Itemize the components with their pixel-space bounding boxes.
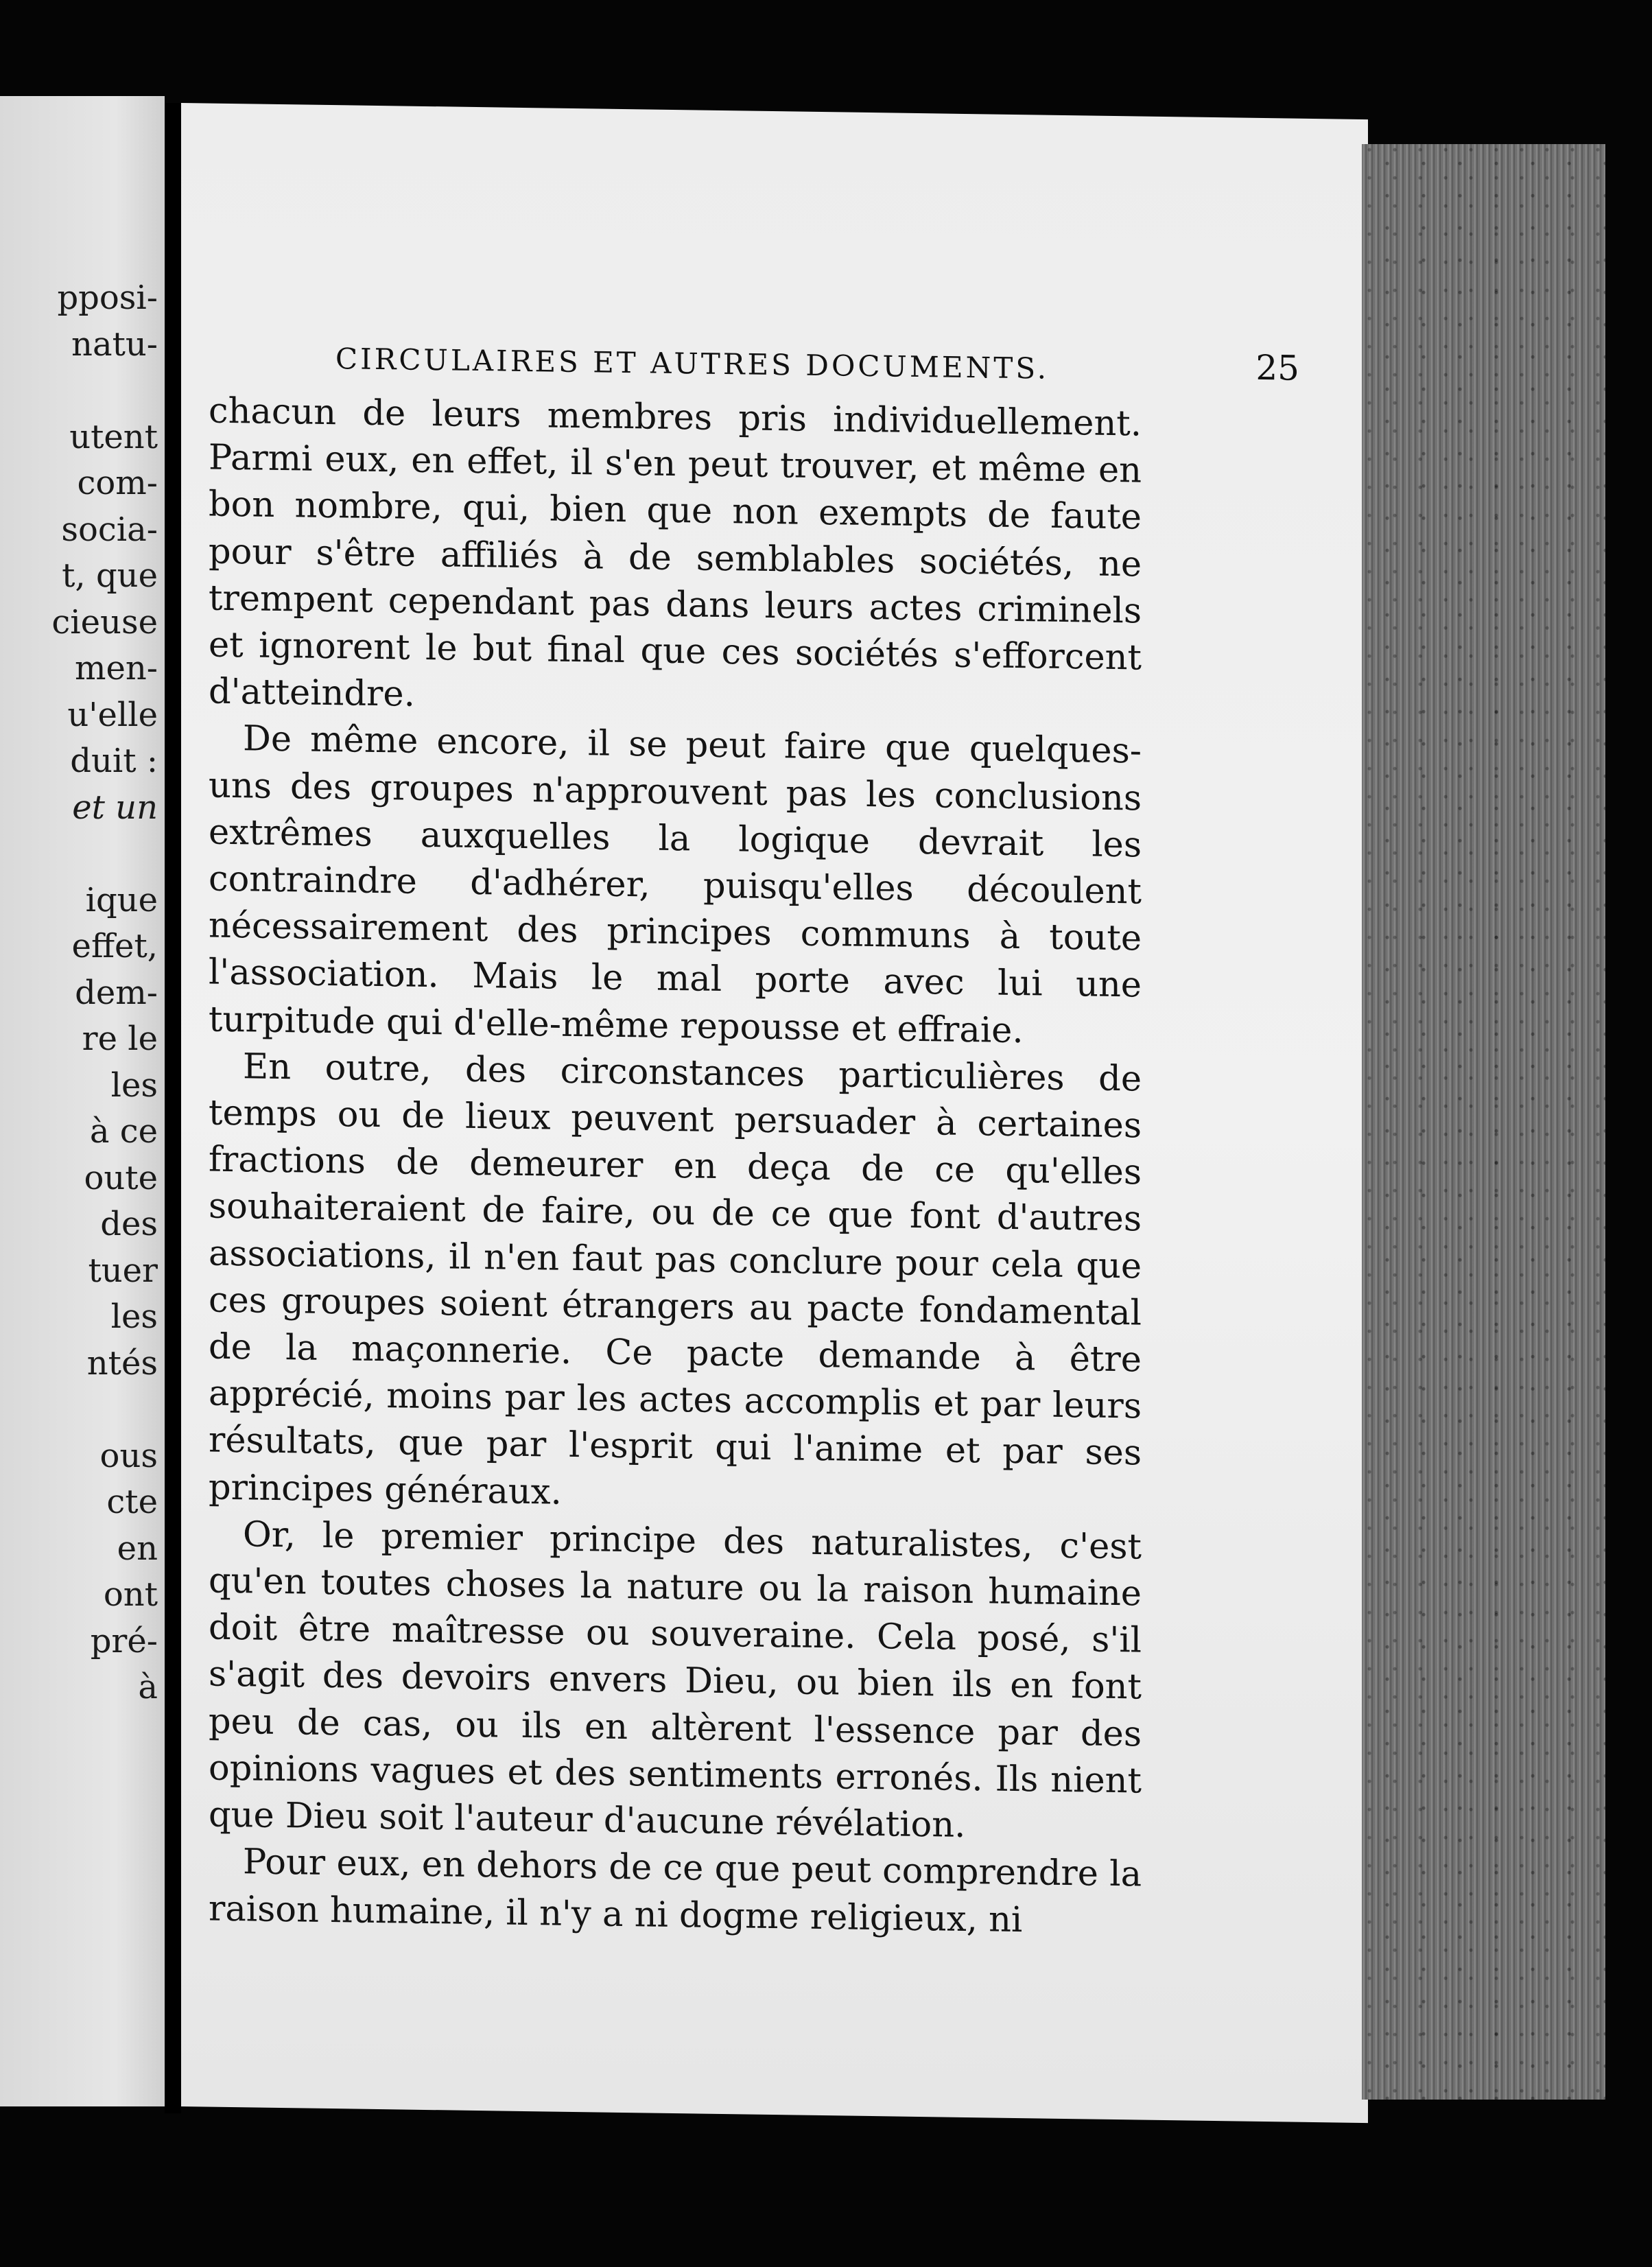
facing-page-line: oute <box>84 1158 158 1197</box>
facing-page-line: utent <box>69 417 158 456</box>
facing-page-line: les <box>110 1066 158 1105</box>
paragraph: Or, le premier principe des naturalistes, c'est qu'en toutes choses la nature ou la raison humaine doit être maîtresse ou souveraine. Cela posé, s'il s'agit des devoirs envers Dieu, ou bien ils en font peu de cas, ou ils en altèrent l'essence par des opinions vagues et des sentiments erronés. Ils nient que Dieu soit l'auteur d'aucune révélation. <box>209 1514 1142 1846</box>
facing-page-line: et un <box>72 788 158 827</box>
facing-page-line: duit : <box>70 742 158 780</box>
facing-page-line: tuer <box>88 1251 158 1290</box>
facing-page-line: natu- <box>71 325 158 364</box>
facing-page-line: des <box>100 1205 158 1243</box>
page-body <box>209 388 1142 1946</box>
paragraph: Pour eux, en dehors de ce que peut comprendre la raison humaine, il n'y a ni dogme religieux, ni <box>209 1842 1142 1940</box>
paragraph: En outre, des circonstances particulières de temps ou de lieux peuvent persuader à certaines fractions de demeurer en deça de ce qu'elles souhaiteraient de faire, ou de ce que font d'autres associations, il n'en faut pas conclure pour cela que ces groupes soient étrangers au pacte fondamental de la maçonnerie. Ce pacte demande à être apprécié, moins par les actes accomplis et par leurs résultats, que par l'esprit qui l'anime et par ses principes généraux. <box>209 1046 1142 1513</box>
running-head: CIRCULAIRES ET AUTRES DOCUMENTS. <box>335 342 1049 386</box>
facing-page-line: com- <box>77 464 158 502</box>
facing-page-line: ont <box>103 1575 158 1614</box>
facing-page-line: les <box>110 1297 158 1336</box>
facing-page-line: t, que <box>62 556 158 595</box>
facing-page-line: pposi- <box>57 279 158 317</box>
facing-page-line: men- <box>74 649 158 688</box>
facing-page-line: à ce <box>89 1112 158 1151</box>
facing-page-line: à <box>138 1668 158 1706</box>
facing-page-fragment <box>0 96 165 2106</box>
facing-page-line: ique <box>85 880 158 919</box>
facing-page-line: dem- <box>75 973 158 1012</box>
facing-page-line: cte <box>106 1483 158 1521</box>
facing-page-line: ntés <box>86 1343 158 1383</box>
facing-page-line: ous <box>99 1436 158 1475</box>
facing-page-line: cieuse <box>51 602 158 642</box>
facing-page-line: socia- <box>61 510 158 549</box>
paragraph: chacun de leurs membres pris individuellement. Parmi eux, en effet, il s'en peut trouver, et même en bon nombre, qui, bien que non exempts de faute pour s'être affiliés à de semblables sociétés, ne trempent cependant pas dans leurs actes criminels et ignorent le but final que ces sociétés s'efforcent d'atteindre. <box>209 390 1142 715</box>
page-number: 25 <box>1255 347 1299 388</box>
page-block-edge <box>1362 144 1605 2100</box>
book-page <box>181 103 1368 2123</box>
facing-page-line: pré- <box>90 1621 158 1660</box>
facing-page-line: effet, <box>71 927 158 965</box>
paragraph: De même encore, il se peut faire que quelques-uns des groupes n'approuvent pas les conclusions extrêmes auxquelles la logique devrait les contraindre d'adhérer, puisqu'elles découlent nécessairement des principes communs à toute l'association. Mais le mal porte avec lui une turpitude qui d'elle-même repousse et effraie. <box>209 718 1142 1051</box>
book-gutter <box>165 103 181 2113</box>
facing-page-line: en <box>117 1529 158 1568</box>
facing-page-line: u'elle <box>67 695 158 734</box>
facing-page-line: re le <box>82 1020 158 1058</box>
